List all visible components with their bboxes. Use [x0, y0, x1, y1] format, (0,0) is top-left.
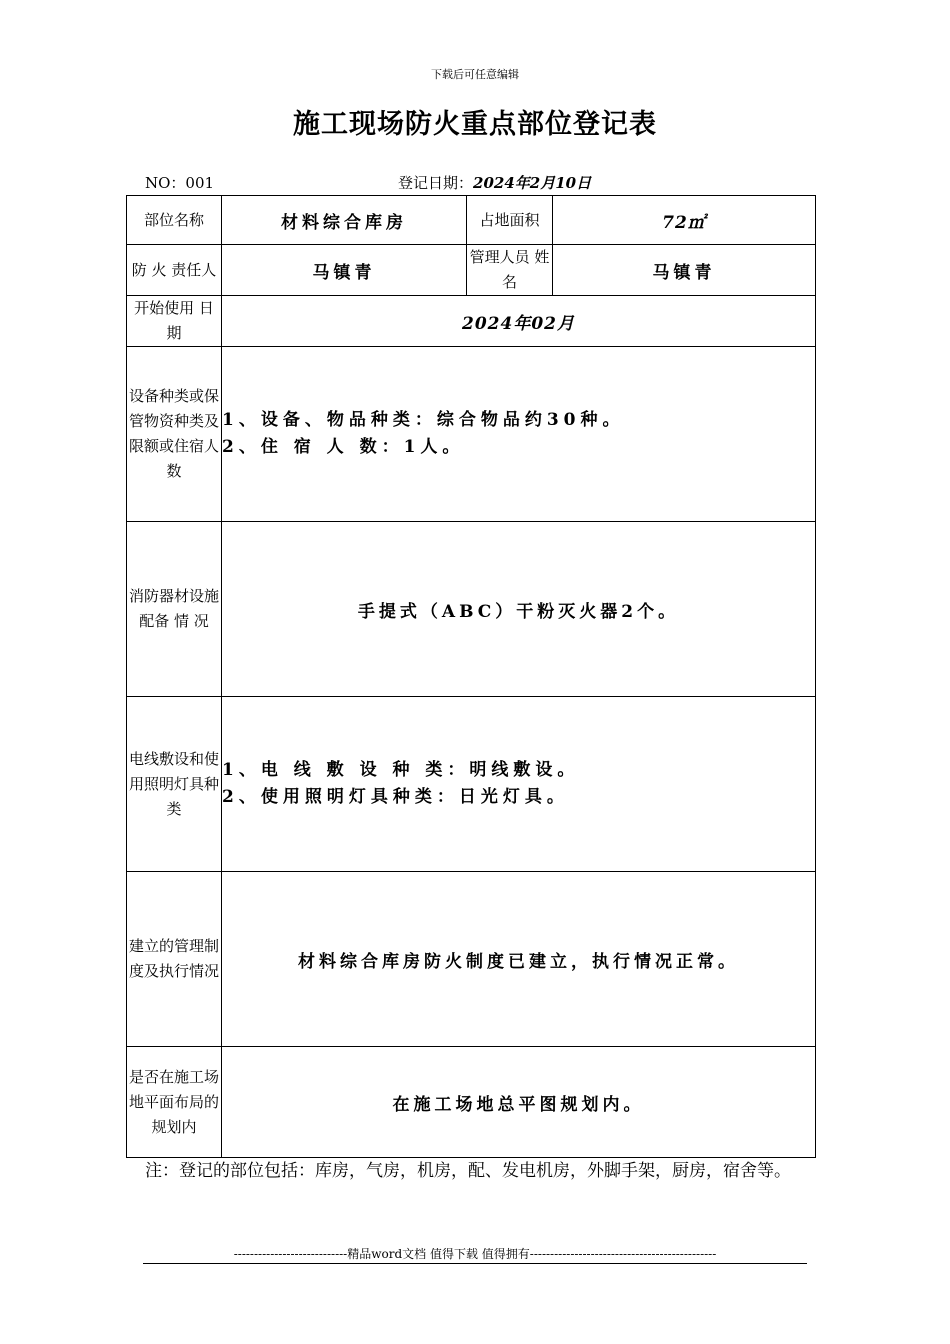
fire-responsible-label: 防 火 责任人 — [127, 245, 222, 296]
footer-rule — [143, 1263, 807, 1264]
header-note: 下载后可任意编辑 — [431, 68, 519, 81]
footnote: 注：登记的部位包括：库房，气房，机房，配、发电机房，外脚手架，厨房，宿舍等。 — [145, 1161, 791, 1181]
management-value: 材料综合库房防火制度已建立，执行情况正常。 — [222, 872, 816, 1047]
wiring-line-1: 1、电 线 敷 设 种 类：明线敷设。 — [222, 760, 580, 780]
start-date-label: 开始使用 日 期 — [127, 296, 222, 347]
page-footer: ----------------------------精品word文档 值得下载 值得拥有---------------------------------------------- — [233, 1247, 717, 1261]
equipment-label: 设备种类或保管物资种类及限额或住宿人数 — [127, 347, 222, 522]
equipment-value — [222, 347, 816, 522]
table-row — [127, 296, 816, 347]
table-row — [127, 347, 816, 522]
equipment-line-1: 1、设备、物品种类：综合物品约30种。 — [222, 410, 625, 430]
fire-equipment-value: 手提式（ABC）干粉灭火器2个。 — [222, 522, 816, 697]
site-plan-label: 是否在施工场地平面布局的规划内 — [127, 1047, 222, 1158]
management-label: 建立的管理制度及执行情况 — [127, 872, 222, 1047]
manager-value: 马镇青 — [553, 245, 816, 296]
date-value: 2024年2月10日 — [473, 174, 592, 192]
table-row — [127, 245, 816, 296]
form-number: NO：001 — [145, 174, 215, 192]
table-row — [127, 1047, 816, 1158]
table-row — [127, 196, 816, 245]
date-label: 登记日期： — [398, 174, 474, 192]
site-plan-value: 在施工场地总平图规划内。 — [222, 1047, 816, 1158]
equipment-line-2: 2、住 宿 人 数：1人。 — [222, 437, 465, 457]
fire-responsible-value: 马镇青 — [222, 245, 467, 296]
start-date-value — [222, 296, 816, 347]
registration-table — [126, 195, 816, 1158]
table-row — [127, 872, 816, 1047]
manager-label: 管理人员 姓 名 — [467, 245, 553, 296]
start-date-text: 2024年02月 — [462, 313, 575, 334]
location-value: 材料综合库房 — [222, 196, 467, 245]
area-label: 占地面积 — [467, 196, 553, 245]
page-title: 施工现场防火重点部位登记表 — [293, 109, 657, 140]
registration-date — [398, 172, 591, 193]
wiring-value — [222, 697, 816, 872]
location-label: 部位名称 — [127, 196, 222, 245]
table-row — [127, 697, 816, 872]
area-value-text: 72㎡ — [662, 212, 706, 233]
table-row — [127, 522, 816, 697]
wiring-line-2: 2、使用照明灯具种类：日光灯具。 — [222, 787, 569, 807]
wiring-label: 电线敷设和使用照明灯具种类 — [127, 697, 222, 872]
fire-equipment-label: 消防器材设施配备 情 况 — [127, 522, 222, 697]
area-value — [553, 196, 816, 245]
